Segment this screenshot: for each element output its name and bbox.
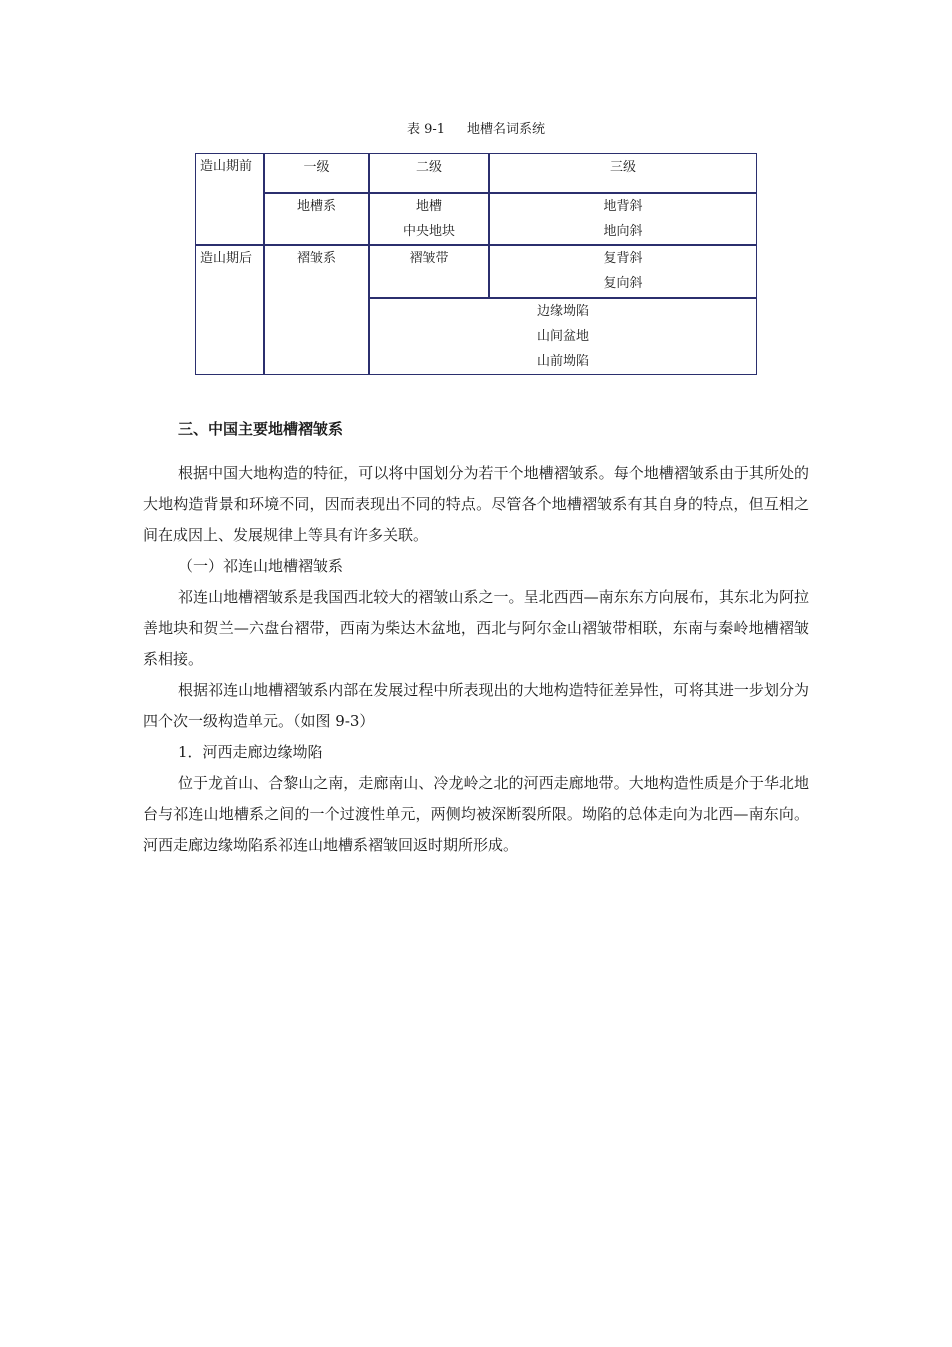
cell-pre-orogenic <box>195 153 264 245</box>
paragraph-division <box>143 675 809 737</box>
fold-system-label: 褶皱系 <box>296 251 336 266</box>
cell-geosyncline-level3 <box>489 193 757 245</box>
paragraph-intro-text: 根据中国大地构造的特征，可以将中国划分为若干个地槽褶皱系。每个地槽褶皱系由于其所处的大地构造背景和环境不同，因而表现出不同的特点。尽管各个地槽褶皱系有其自身的特点，但互相之间在成因上、发展规律上等具有许多关联。 <box>143 464 809 544</box>
header-level-1 <box>264 153 369 193</box>
geosyncline-system-label: 地槽系 <box>296 199 336 214</box>
intermontane-basin-label: 山间盆地 <box>536 329 589 344</box>
cell-fold-belt-level3 <box>489 245 757 298</box>
paragraph-intro <box>143 458 809 551</box>
marginal-depression-label: 边缘坳陷 <box>536 304 589 319</box>
table-caption-label: 表 9-1 <box>406 122 446 137</box>
section-heading: 三、中国主要地槽褶皱系 <box>178 420 344 438</box>
geosyncline-label: 地槽 <box>415 199 442 214</box>
subheading-hexi-text: 1．河西走廊边缘坳陷 <box>178 743 323 761</box>
fold-belt-label: 褶皱带 <box>409 251 449 266</box>
central-massif-label: 中央地块 <box>402 224 455 239</box>
header-level-1-label: 一级 <box>303 160 330 175</box>
geosynclinal-syncline-label: 地向斜 <box>603 224 643 239</box>
table-caption-title: 地槽名词系统 <box>467 122 546 137</box>
synclinorium-label: 复向斜 <box>603 276 643 291</box>
cell-post-orogenic <box>195 245 264 375</box>
subheading-hexi <box>143 737 809 768</box>
cell-depressions <box>369 298 757 375</box>
cell-geosyncline-system <box>264 193 369 245</box>
cell-fold-system <box>264 245 369 375</box>
geanticline-label: 地背斜 <box>603 199 643 214</box>
header-level-2 <box>369 153 489 193</box>
anticlinorium-label: 复背斜 <box>603 251 643 266</box>
header-level-3 <box>489 153 757 193</box>
subheading-qilian-text: （一）祁连山地槽褶皱系 <box>178 557 344 575</box>
post-orogenic-label: 造山期后 <box>200 251 253 266</box>
paragraph-qilian-text: 祁连山地槽褶皱系是我国西北较大的褶皱山系之一。呈北西西—南东东方向展布，其东北为阿拉善地块和贺兰—六盘台褶带，西南为柴达木盆地，西北与阿尔金山褶皱带相联，东南与秦岭地槽褶皱系相接。 <box>143 588 809 668</box>
paragraph-division-text: 根据祁连山地槽褶皱系内部在发展过程中所表现出的大地构造特征差异性，可将其进一步划分为四个次一级构造单元。（如图 9-3） <box>143 681 809 730</box>
paragraph-qilian <box>143 582 809 675</box>
foreland-depression-label: 山前坳陷 <box>536 354 589 369</box>
cell-geosyncline-level2 <box>369 193 489 245</box>
pre-orogenic-label: 造山期前 <box>200 159 253 174</box>
paragraph-hexi <box>143 768 809 861</box>
subheading-qilian <box>143 551 809 582</box>
cell-fold-belt <box>369 245 489 298</box>
header-level-2-label: 二级 <box>415 160 442 175</box>
header-level-3-label: 三级 <box>609 160 636 175</box>
paragraph-hexi-text: 位于龙首山、合黎山之南，走廊南山、冷龙岭之北的河西走廊地带。大地构造性质是介于华北地台与祁连山地槽系之间的一个过渡性单元，两侧均被深断裂所限。坳陷的总体走向为北西—南东向。河西走廊边缘坳陷系祁连山地槽系褶皱回返时期所形成。 <box>143 774 809 854</box>
table-caption <box>0 118 952 137</box>
